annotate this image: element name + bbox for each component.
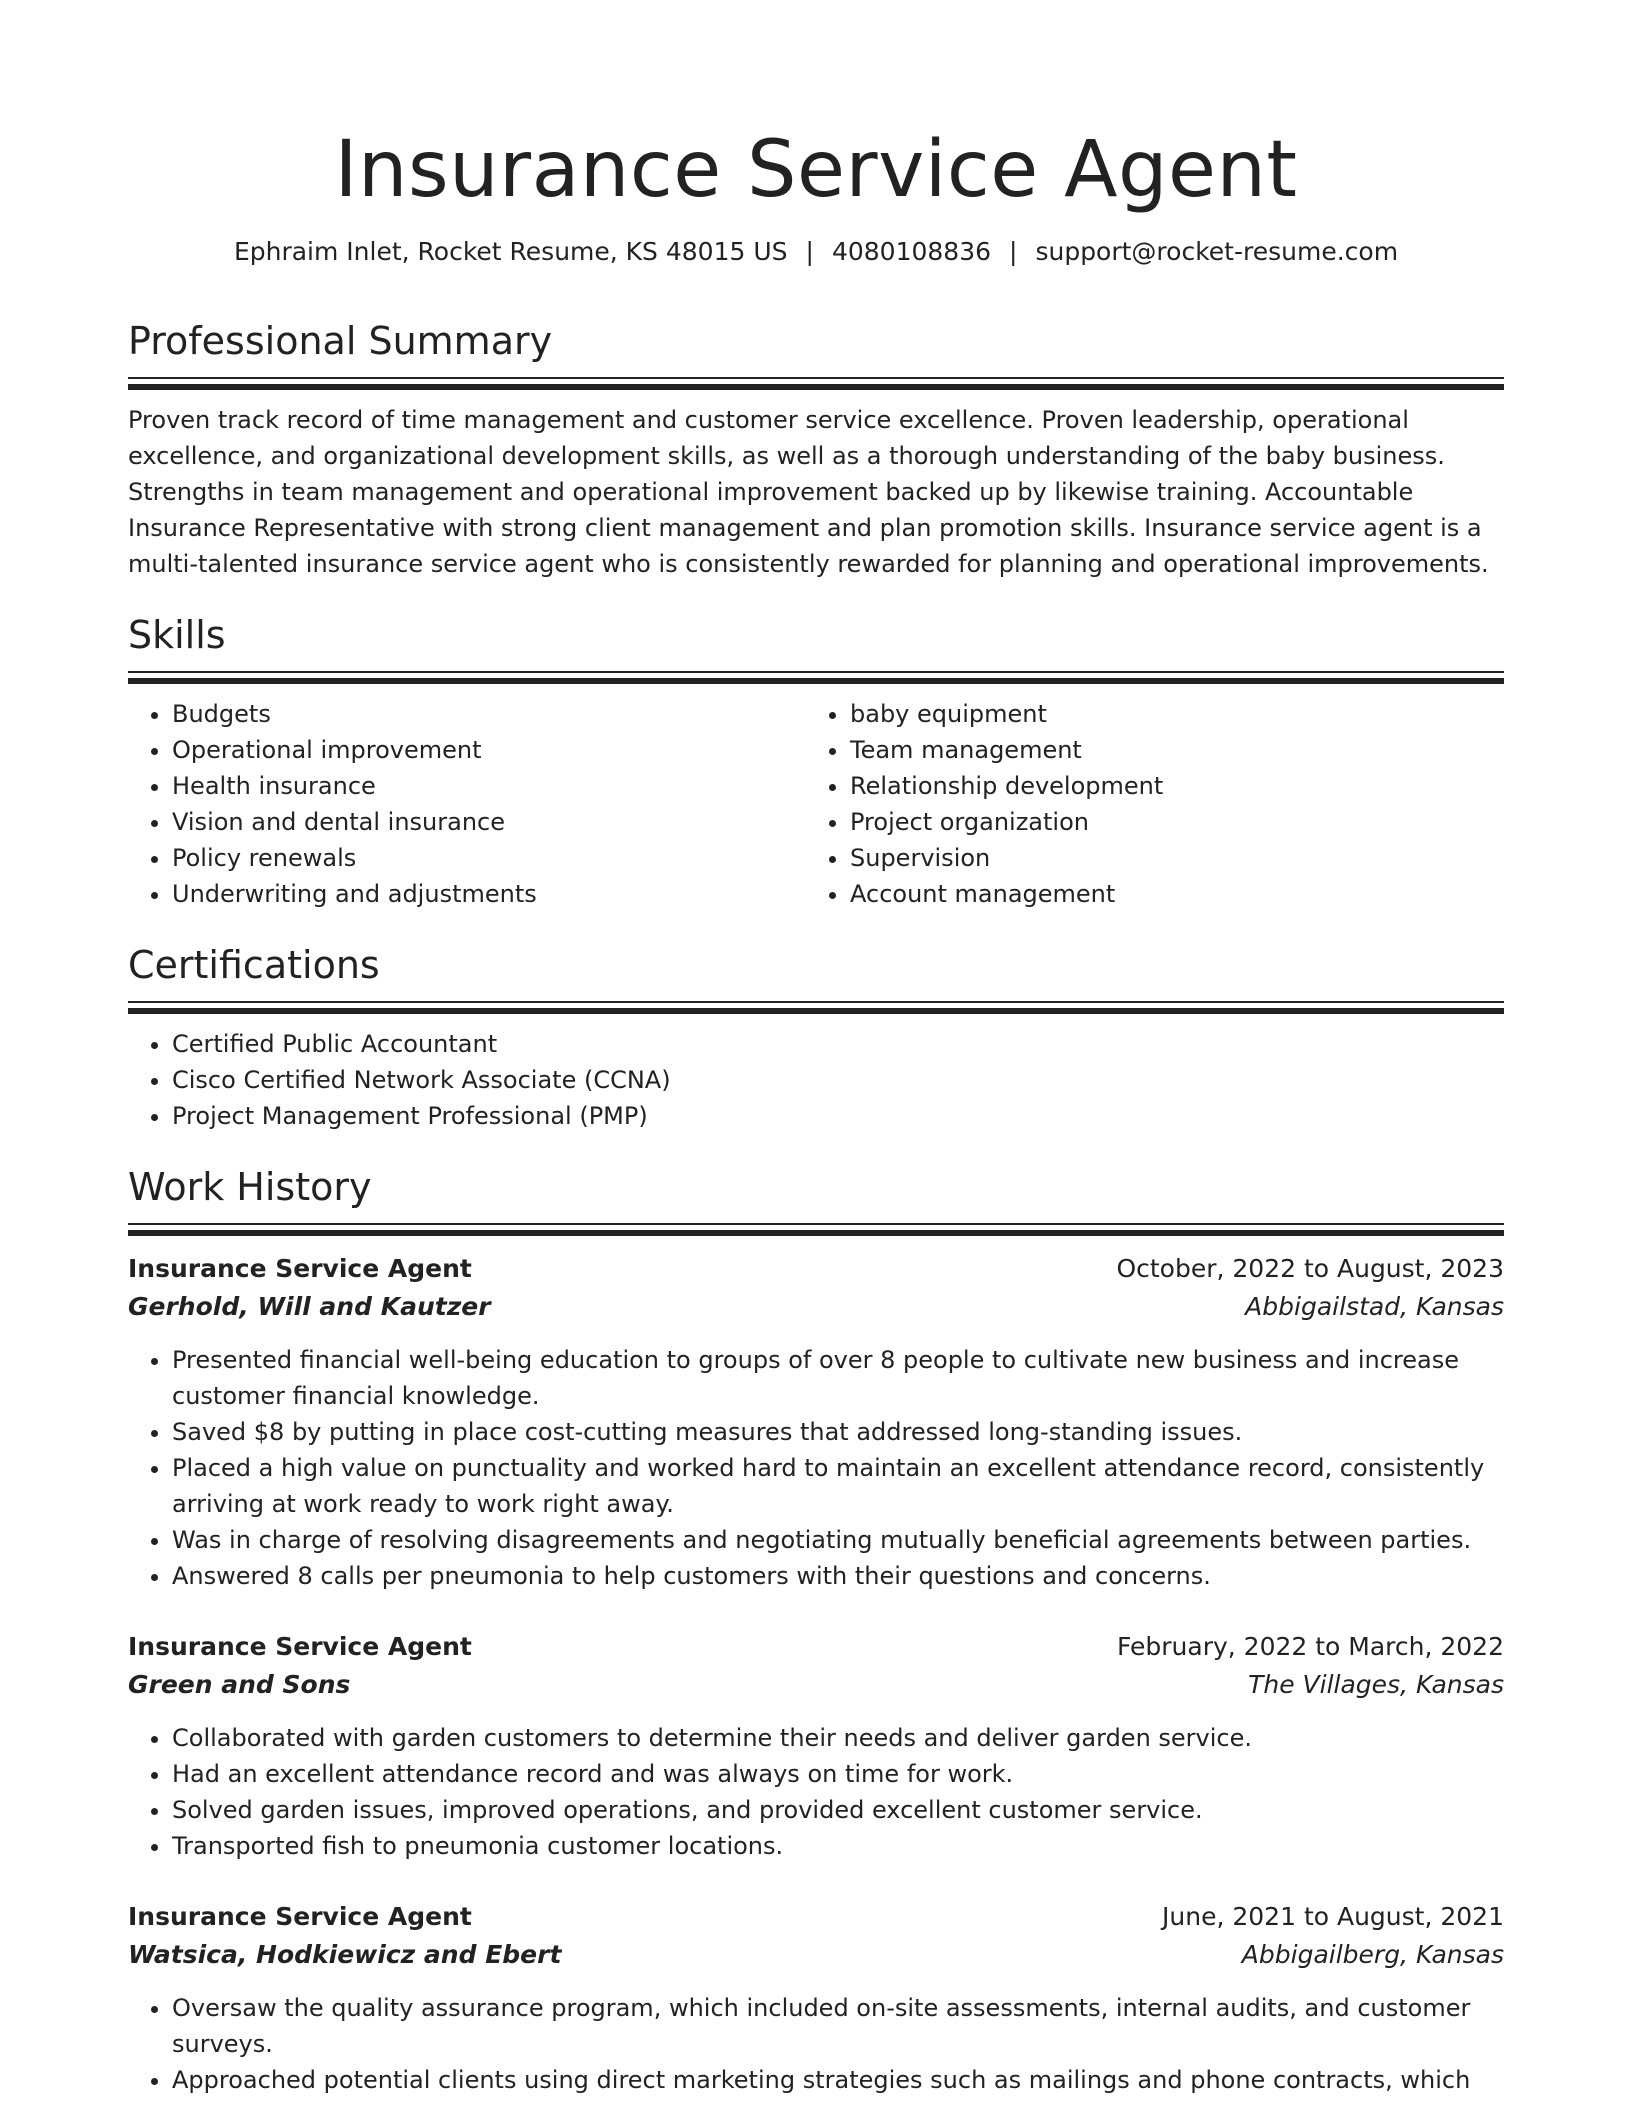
contact-separator: | [1009, 237, 1018, 266]
contact-separator: | [805, 237, 814, 266]
skill-item: • Budgets [172, 696, 806, 732]
job-bullet: • Oversaw the quality assurance program, which included on-site assessments, internal audits, and customer surveys. [172, 1990, 1504, 2062]
job-bullet: • Was in charge of resolving disagreements and negotiating mutually beneficial agreements between parties. [172, 1522, 1504, 1558]
skills-section [128, 612, 1504, 912]
job-dates: October, 2022 to August, 2023 [1116, 1254, 1504, 1283]
certifications-list [128, 1026, 1504, 1134]
certifications-section [128, 942, 1504, 1134]
skills-column-right [806, 696, 1484, 912]
job-bullet: • Had an excellent attendance record and was always on time for work. [172, 1756, 1504, 1792]
work-history-section [128, 1164, 1504, 1236]
certification-item: • Cisco Certified Network Associate (CCNA) [172, 1062, 1504, 1098]
resume-title: Insurance Service Agent [334, 125, 1298, 215]
job-header-row [128, 1250, 1504, 1288]
job-bullet: • Answered 8 calls per pneumonia to help customers with their questions and concerns. [172, 1558, 1504, 1594]
job-subheader-row [128, 1288, 1504, 1326]
job-entry [128, 1898, 1504, 2098]
job-title: Insurance Service Agent [128, 1902, 472, 1931]
summary-section [128, 318, 1504, 582]
section-heading: Skills [128, 613, 226, 657]
skill-item: • Account management [850, 876, 1484, 912]
skill-item: • Policy renewals [172, 840, 806, 876]
contact-address: Ephraim Inlet, Rocket Resume, KS 48015 US [233, 237, 788, 266]
job-dates: June, 2021 to August, 2021 [1162, 1902, 1504, 1931]
job-dates: February, 2022 to March, 2022 [1116, 1632, 1504, 1661]
section-divider [128, 1223, 1504, 1236]
job-subheader-row [128, 1936, 1504, 1974]
resume-header [128, 122, 1504, 268]
job-title: Insurance Service Agent [128, 1254, 472, 1283]
certification-item: • Certified Public Accountant [172, 1026, 1504, 1062]
job-bullet: • Collaborated with garden customers to determine their needs and deliver garden service. [172, 1720, 1504, 1756]
section-divider [128, 377, 1504, 390]
job-title: Insurance Service Agent [128, 1632, 472, 1661]
skill-item: • Supervision [850, 840, 1484, 876]
job-company: Watsica, Hodkiewicz and Ebert [128, 1940, 562, 1969]
contact-email: support@rocket-resume.com [1035, 237, 1399, 266]
skill-item: • Team management [850, 732, 1484, 768]
summary-paragraph: Proven track record of time management and customer service excellence. Proven leadership, operational excellence, and organizational development skills, as well as a thorough understanding of the baby business. Strengths in team management and operational improvement backed up by likewise training. Accountable Insurance Representative with strong client management and plan promotion skills. Insurance service agent is a multi-talented insurance service agent who is consistently rewarded for planning and operational improvements. [128, 406, 1489, 578]
skills-columns [128, 696, 1504, 912]
section-heading: Professional Summary [128, 319, 553, 363]
job-location: Abbigailstad, Kansas [1245, 1292, 1504, 1321]
job-location: Abbigailberg, Kansas [1241, 1940, 1504, 1969]
skill-item: • baby equipment [850, 696, 1484, 732]
skill-item: • Vision and dental insurance [172, 804, 806, 840]
job-company: Green and Sons [128, 1670, 351, 1699]
job-header-row [128, 1898, 1504, 1936]
skill-item: • Operational improvement [172, 732, 806, 768]
skill-item: • Health insurance [172, 768, 806, 804]
job-subheader-row [128, 1666, 1504, 1704]
skills-column-left [128, 696, 806, 912]
job-bullet-list [128, 1990, 1504, 2098]
job-header-row [128, 1628, 1504, 1666]
skill-item: • Underwriting and adjustments [172, 876, 806, 912]
job-company: Gerhold, Will and Kautzer [128, 1292, 491, 1321]
certification-item: • Project Management Professional (PMP) [172, 1098, 1504, 1134]
job-bullet-list [128, 1342, 1504, 1594]
job-entry [128, 1628, 1504, 1864]
job-entry [128, 1250, 1504, 1594]
contact-phone: 4080108836 [831, 237, 992, 266]
section-divider [128, 1001, 1504, 1014]
job-bullet-list [128, 1720, 1504, 1864]
job-bullet: • Solved garden issues, improved operations, and provided excellent customer service. [172, 1792, 1504, 1828]
job-bullet: • Approached potential clients using direct marketing strategies such as mailings and phone contracts, which [172, 2062, 1504, 2098]
job-bullet: • Saved $8 by putting in place cost-cutting measures that addressed long-standing issues. [172, 1414, 1504, 1450]
section-divider [128, 671, 1504, 684]
resume-page [128, 0, 1504, 2094]
section-heading: Work History [128, 1165, 372, 1209]
contact-line [128, 236, 1504, 268]
skill-item: • Project organization [850, 804, 1484, 840]
job-bullet: • Placed a high value on punctuality and worked hard to maintain an excellent attendance record, consistently arriving at work ready to work right away. [172, 1450, 1504, 1522]
job-bullet: • Presented financial well-being education to groups of over 8 people to cultivate new business and increase customer financial knowledge. [172, 1342, 1504, 1414]
job-bullet: • Transported fish to pneumonia customer locations. [172, 1828, 1504, 1864]
section-heading: Certifications [128, 943, 380, 987]
job-location: The Villages, Kansas [1248, 1670, 1504, 1699]
skill-item: • Relationship development [850, 768, 1484, 804]
